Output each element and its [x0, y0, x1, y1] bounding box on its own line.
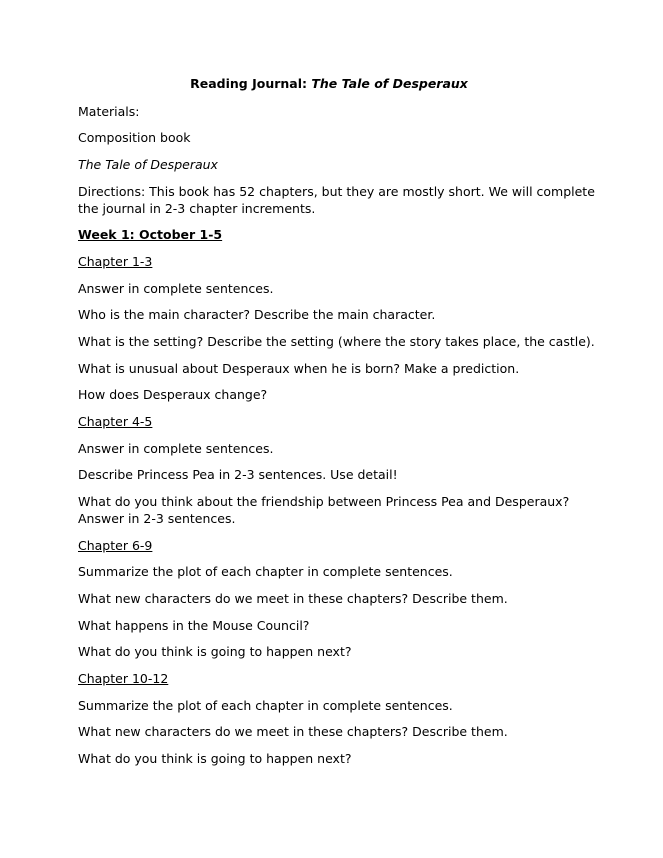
question-item: What is the setting? Describe the setting (where the story takes place, the castle).	[78, 334, 595, 349]
chapter-heading: Chapter 4-5	[78, 414, 153, 429]
question-item: Who is the main character? Describe the main character.	[78, 307, 436, 322]
question-item: What do you think about the friendship between Princess Pea and Desperaux?	[78, 494, 570, 509]
question-item: Summarize the plot of each chapter in complete sentences.	[78, 564, 453, 579]
question-item: What new characters do we meet in these chapters? Describe them.	[78, 724, 508, 739]
question-item: How does Desperaux change?	[78, 387, 268, 402]
question-item: What is unusual about Desperaux when he is born? Make a prediction.	[78, 361, 520, 376]
question-item: What do you think is going to happen next?	[78, 751, 352, 766]
page-title	[78, 76, 580, 92]
question-item: What new characters do we meet in these chapters? Describe them.	[78, 591, 508, 606]
question-item: What do you think is going to happen next?	[78, 644, 352, 659]
question-item: Answer in complete sentences.	[78, 281, 274, 296]
title-prefix: Reading Journal:	[190, 76, 312, 91]
directions-text-line-2: the journal in 2-3 chapter increments.	[78, 201, 316, 216]
question-item: Summarize the plot of each chapter in complete sentences.	[78, 698, 453, 713]
materials-item: The Tale of Desperaux	[78, 157, 218, 172]
chapter-heading: Chapter 1-3	[78, 254, 153, 269]
directions-text-line-1: Directions: This book has 52 chapters, but they are mostly short. We will complete	[78, 184, 595, 199]
week-heading: Week 1: October 1-5	[78, 227, 223, 242]
chapter-heading: Chapter 10-12	[78, 671, 169, 686]
materials-label: Materials:	[78, 104, 140, 119]
title-book: The Tale of Desperaux	[311, 76, 468, 91]
chapter-heading: Chapter 6-9	[78, 538, 153, 553]
question-item: Answer in complete sentences.	[78, 441, 274, 456]
question-item: Answer in 2-3 sentences.	[78, 511, 236, 526]
question-item: Describe Princess Pea in 2-3 sentences. Use detail!	[78, 467, 398, 482]
question-item: What happens in the Mouse Council?	[78, 618, 310, 633]
materials-item: Composition book	[78, 130, 191, 145]
